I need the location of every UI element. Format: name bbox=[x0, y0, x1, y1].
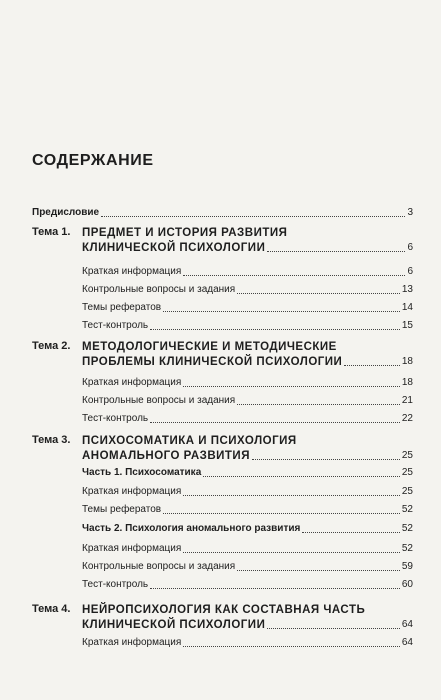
toc-entry-page: 3 bbox=[407, 207, 413, 218]
toc-entry-page: 59 bbox=[401, 561, 413, 572]
dot-leader bbox=[302, 532, 400, 533]
toc-entry-part[interactable] bbox=[82, 522, 413, 536]
topic-number: Тема 2. bbox=[32, 340, 71, 352]
toc-entry-label: Краткая информация bbox=[82, 486, 182, 497]
topic-title-line1: МЕТОДОЛОГИЧЕСКИЕ И МЕТОДИЧЕСКИЕ bbox=[82, 341, 337, 353]
toc-entry-label: Темы рефератов bbox=[82, 302, 162, 313]
topic-3 bbox=[32, 434, 413, 600]
toc-entry[interactable] bbox=[82, 503, 413, 517]
dot-leader bbox=[183, 646, 400, 647]
toc-entry-page: 18 bbox=[401, 377, 413, 388]
dot-leader bbox=[150, 329, 400, 330]
toc-entry-topic-title[interactable] bbox=[82, 355, 413, 369]
toc-entry-label: Тест-контроль bbox=[82, 413, 149, 424]
dot-leader bbox=[163, 311, 400, 312]
dot-leader bbox=[237, 404, 400, 405]
toc-entry-page: 18 bbox=[401, 356, 413, 367]
toc-entry-label: Контрольные вопросы и задания bbox=[82, 284, 236, 295]
topic-4 bbox=[32, 603, 413, 673]
toc-entry-page: 22 bbox=[401, 413, 413, 424]
toc-entry[interactable] bbox=[82, 301, 413, 315]
toc-entry[interactable] bbox=[82, 376, 413, 390]
toc-entry-page: 52 bbox=[401, 543, 413, 554]
toc-entry-topic-title[interactable] bbox=[82, 618, 413, 632]
dot-leader bbox=[101, 216, 405, 217]
toc-entry-page: 13 bbox=[401, 284, 413, 295]
toc-entry-page: 14 bbox=[401, 302, 413, 313]
toc-entry-page: 15 bbox=[401, 320, 413, 331]
toc-entry-label: Контрольные вопросы и задания bbox=[82, 561, 236, 572]
toc-entry-label: Часть 2. Психология аномального развития bbox=[82, 523, 301, 534]
dot-leader bbox=[163, 513, 400, 514]
toc-entry-label: Предисловие bbox=[32, 207, 100, 218]
toc-entry-page: 6 bbox=[407, 266, 413, 277]
toc-entry-label: Тест-контроль bbox=[82, 320, 149, 331]
topic-number: Тема 1. bbox=[32, 226, 71, 238]
toc-entry-label: Тест-контроль bbox=[82, 579, 149, 590]
toc-entry-page: 6 bbox=[407, 242, 413, 253]
topic-1 bbox=[32, 226, 413, 336]
toc-entry-page: 25 bbox=[401, 450, 413, 461]
topic-title-line2: ПРОБЛЕМЫ КЛИНИЧЕСКОЙ ПСИХОЛОГИИ bbox=[82, 356, 343, 368]
toc-entry[interactable] bbox=[82, 265, 413, 279]
toc-entry-page: 52 bbox=[401, 523, 413, 534]
dot-leader bbox=[252, 459, 400, 460]
toc-entry-label: Контрольные вопросы и задания bbox=[82, 395, 236, 406]
dot-leader bbox=[267, 628, 400, 629]
dot-leader bbox=[203, 476, 400, 477]
toc-entry-page: 25 bbox=[401, 467, 413, 478]
topic-title-line2: КЛИНИЧЕСКОЙ ПСИХОЛОГИИ bbox=[82, 619, 266, 631]
toc-entry-label: Часть 1. Психосоматика bbox=[82, 467, 202, 478]
toc-entry[interactable] bbox=[82, 319, 413, 333]
toc-entry-label: Темы рефератов bbox=[82, 504, 162, 515]
toc-entry-preface[interactable] bbox=[32, 206, 413, 220]
toc-entry[interactable] bbox=[82, 560, 413, 574]
toc-entry-page: 60 bbox=[401, 579, 413, 590]
toc-entry-page: 25 bbox=[401, 486, 413, 497]
dot-leader bbox=[183, 386, 400, 387]
toc-entry[interactable] bbox=[82, 394, 413, 408]
topic-number: Тема 4. bbox=[32, 603, 71, 615]
toc-entry[interactable] bbox=[82, 578, 413, 592]
dot-leader bbox=[237, 293, 400, 294]
toc-entry[interactable] bbox=[82, 412, 413, 426]
dot-leader bbox=[344, 365, 400, 366]
dot-leader bbox=[150, 588, 400, 589]
dot-leader bbox=[267, 251, 405, 252]
toc-entry-page: 21 bbox=[401, 395, 413, 406]
toc-entry[interactable] bbox=[82, 485, 413, 499]
dot-leader bbox=[237, 570, 400, 571]
toc-entry-part[interactable] bbox=[82, 466, 413, 480]
topic-title-line1: ПРЕДМЕТ И ИСТОРИЯ РАЗВИТИЯ bbox=[82, 227, 288, 239]
topic-title-line1: НЕЙРОПСИХОЛОГИЯ КАК СОСТАВНАЯ ЧАСТЬ bbox=[82, 604, 366, 616]
toc-entry-label: Краткая информация bbox=[82, 637, 182, 648]
toc-entry-label: Краткая информация bbox=[82, 266, 182, 277]
page-title: СОДЕРЖАНИЕ bbox=[32, 152, 154, 169]
toc-entry-label: Краткая информация bbox=[82, 543, 182, 554]
dot-leader bbox=[183, 275, 405, 276]
dot-leader bbox=[183, 552, 400, 553]
toc-entry-topic-title[interactable] bbox=[82, 449, 413, 463]
dot-leader bbox=[150, 422, 400, 423]
toc-entry-page: 64 bbox=[401, 637, 413, 648]
topic-number: Тема 3. bbox=[32, 434, 71, 446]
toc-entry-page: 52 bbox=[401, 504, 413, 515]
toc-entry[interactable] bbox=[82, 636, 413, 650]
topic-title-line1: ПСИХОСОМАТИКА И ПСИХОЛОГИЯ bbox=[82, 435, 297, 447]
dot-leader bbox=[183, 495, 400, 496]
toc-entry-label: Краткая информация bbox=[82, 377, 182, 388]
toc-entry[interactable] bbox=[82, 542, 413, 556]
topic-title-line2: КЛИНИЧЕСКОЙ ПСИХОЛОГИИ bbox=[82, 242, 266, 254]
topic-title-line2: АНОМАЛЬНОГО РАЗВИТИЯ bbox=[82, 450, 250, 462]
topic-2 bbox=[32, 340, 413, 432]
toc-entry-topic-title[interactable] bbox=[82, 241, 413, 255]
toc-entry[interactable] bbox=[82, 283, 413, 297]
toc-entry-page: 64 bbox=[401, 619, 413, 630]
